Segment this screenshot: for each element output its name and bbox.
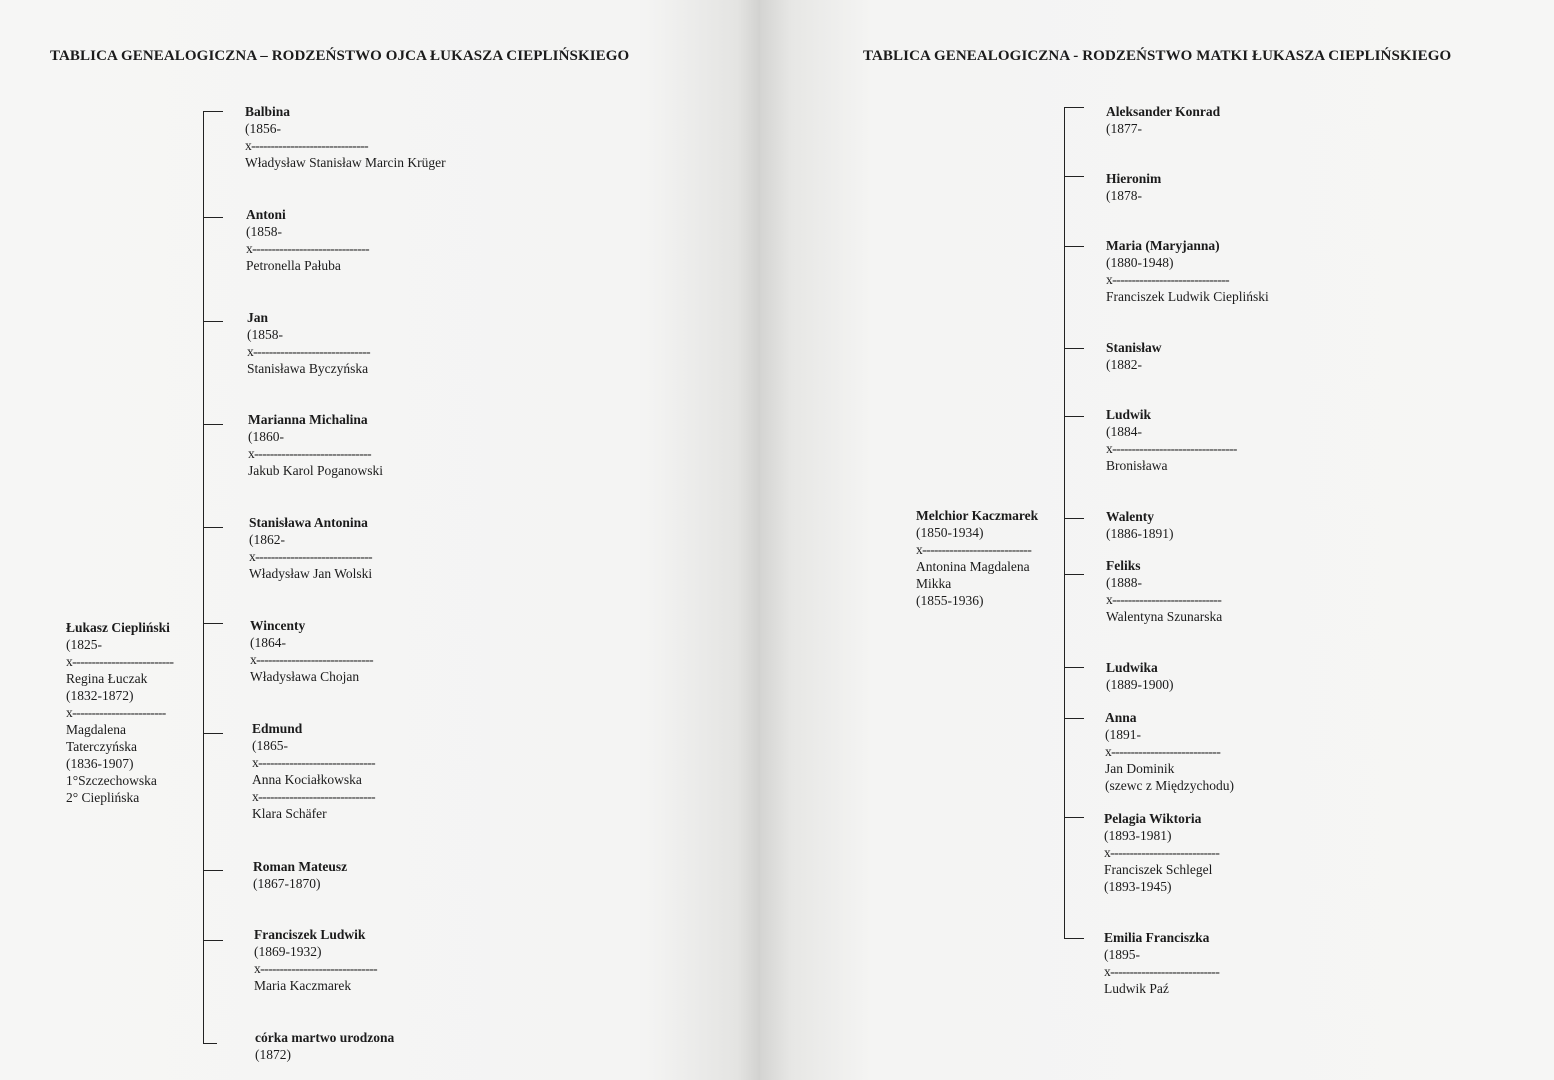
marriage-separator: x------------------------------ [252, 755, 376, 770]
child-dates: (1886-1891) [1106, 526, 1174, 541]
child-dates: (1865- [252, 738, 288, 753]
right-branch [1064, 938, 1084, 939]
child-entry [1106, 237, 1269, 305]
spouse-name: Jan Dominik [1105, 761, 1175, 776]
child-dates: (1893-1981) [1104, 828, 1172, 843]
left-branch [203, 217, 223, 218]
left-branch [203, 623, 223, 624]
child-dates: (1858- [246, 224, 282, 239]
marriage-separator: x------------------------------ [248, 446, 372, 461]
child-entry [250, 617, 373, 685]
spouse-dates: (1855-1936) [916, 593, 984, 608]
child-name: Stanisław [1106, 340, 1162, 355]
spouse-name: Władysława Chojan [250, 669, 360, 684]
left-branch [203, 527, 223, 528]
child-entry [1106, 557, 1222, 625]
right-root-person [916, 507, 1038, 609]
spouse-note: 2° Cieplińska [66, 790, 140, 805]
root-name: Łukasz Ciepliński [66, 620, 170, 635]
child-dates: (1884- [1106, 424, 1142, 439]
marriage-separator: x------------------------------ [1106, 272, 1230, 287]
marriage-separator: x---------------------------- [916, 542, 1032, 557]
child-entry [255, 1029, 394, 1063]
child-entry [1106, 170, 1161, 204]
spouse-name: Stanisława Byczyńska [247, 361, 369, 376]
child-entry [253, 858, 347, 892]
child-name: Stanisława Antonina [249, 515, 368, 530]
spouse-name: Mikka [916, 576, 952, 591]
spouse-name: Anna Kociałkowska [252, 772, 362, 787]
spouse-name: Taterczyńska [66, 739, 138, 754]
child-dates: (1864- [250, 635, 286, 650]
left-page [0, 0, 760, 1080]
marriage-separator: x------------------------------ [252, 789, 376, 804]
marriage-separator: x---------------------------- [1105, 744, 1221, 759]
spouse-dates: (1836-1907) [66, 756, 134, 771]
child-dates: (1877- [1106, 121, 1142, 136]
left-branch [203, 424, 223, 425]
child-name: Antoni [246, 207, 286, 222]
marriage-separator: x-------------------------- [66, 654, 174, 669]
right-page-title: TABLICA GENEALOGICZNA - RODZEŃSTWO MATKI ŁUKASZA CIEPLIŃSKIEGO [863, 48, 1452, 64]
child-dates: (1856- [245, 121, 281, 136]
spouse-name: Franciszek Schlegel [1104, 862, 1213, 877]
right-branch [1064, 817, 1084, 818]
child-dates: (1872) [255, 1047, 291, 1062]
child-dates: (1888- [1106, 575, 1142, 590]
child-name: Maria (Maryjanna) [1106, 238, 1220, 253]
spouse-name: Franciszek Ludwik Ciepliński [1106, 289, 1269, 304]
spouse-dates: (1832-1872) [66, 688, 134, 703]
left-branch [203, 321, 223, 322]
child-name: córka martwo urodzona [255, 1030, 395, 1045]
child-name: Marianna Michalina [248, 412, 368, 427]
spouse-name: Jakub Karol Poganowski [248, 463, 383, 478]
child-entry [1106, 406, 1237, 474]
right-branch [1064, 574, 1084, 575]
right-branch [1064, 348, 1084, 349]
spouse-note: 1°Szczechowska [66, 773, 157, 788]
marriage-separator: x------------------------------ [246, 241, 370, 256]
child-name: Wincenty [250, 618, 306, 633]
child-entry [1106, 339, 1162, 373]
marriage-separator: x------------------------ [66, 705, 166, 720]
child-entry [1104, 810, 1219, 895]
child-entry [246, 206, 369, 274]
left-page-title: TABLICA GENEALOGICZNA – RODZEŃSTWO OJCA ŁUKASZA CIEPLIŃSKIEGO [50, 48, 630, 64]
right-branch [1064, 518, 1084, 519]
child-dates: (1878- [1106, 188, 1142, 203]
spouse-name: Magdalena [66, 722, 126, 737]
spouse-name: Walentyna Szunarska [1106, 609, 1223, 624]
marriage-separator: x------------------------------ [245, 138, 369, 153]
marriage-separator: x---------------------------- [1104, 964, 1220, 979]
child-name: Franciszek Ludwik [254, 927, 366, 942]
child-dates: (1891- [1105, 727, 1141, 742]
right-branch [1064, 246, 1084, 247]
child-dates: (1895- [1104, 947, 1140, 962]
child-name: Hieronim [1106, 171, 1162, 186]
spouse-name: Władysław Stanisław Marcin Krüger [245, 155, 446, 170]
right-branch [1064, 107, 1084, 108]
spouse-name: Władysław Jan Wolski [249, 566, 373, 581]
spouse-dates: (1893-1945) [1104, 879, 1172, 894]
child-name: Feliks [1106, 558, 1141, 573]
left-tree-trunk [203, 111, 204, 1043]
root-name: Melchior Kaczmarek [916, 508, 1039, 523]
spouse-name: Klara Schäfer [252, 806, 327, 821]
left-branch [203, 870, 223, 871]
child-entry [1106, 508, 1174, 542]
spouse-note: (szewc z Międzychodu) [1105, 778, 1234, 793]
child-name: Jan [247, 310, 269, 325]
root-dates: (1825- [66, 637, 102, 652]
child-dates: (1858- [247, 327, 283, 342]
right-page [760, 0, 1554, 1080]
left-branch [203, 733, 223, 734]
right-branch [1064, 667, 1084, 668]
child-entry [1106, 659, 1174, 693]
marriage-separator: x------------------------------ [249, 549, 373, 564]
spouse-name: Ludwik Paź [1104, 981, 1169, 996]
child-name: Emilia Franciszka [1104, 930, 1210, 945]
child-name: Edmund [252, 721, 303, 736]
child-name: Aleksander Konrad [1106, 104, 1221, 119]
child-dates: (1867-1870) [253, 876, 321, 891]
spouse-name: Maria Kaczmarek [254, 978, 352, 993]
right-tree-trunk [1064, 107, 1065, 939]
root-dates: (1850-1934) [916, 525, 984, 540]
child-entry [252, 720, 375, 822]
child-name: Anna [1105, 710, 1137, 725]
marriage-separator: x------------------------------ [254, 961, 378, 976]
child-name: Ludwik [1106, 407, 1152, 422]
child-name: Ludwika [1106, 660, 1158, 675]
child-entry [1104, 929, 1219, 997]
child-name: Balbina [245, 104, 291, 119]
child-entry [1105, 709, 1234, 794]
right-branch [1064, 416, 1084, 417]
child-entry [249, 514, 372, 582]
left-branch [203, 111, 223, 112]
child-entry [248, 411, 383, 479]
child-dates: (1869-1932) [254, 944, 322, 959]
marriage-separator: x------------------------------ [250, 652, 374, 667]
marriage-separator: x------------------------------ [247, 344, 371, 359]
marriage-separator: x---------------------------- [1104, 845, 1220, 860]
child-dates: (1860- [248, 429, 284, 444]
right-branch [1064, 176, 1084, 177]
child-entry [245, 103, 446, 171]
spouse-name: Bronisława [1106, 458, 1168, 473]
left-root-person [66, 619, 173, 806]
child-name: Roman Mateusz [253, 859, 348, 874]
left-branch [203, 1043, 217, 1044]
child-dates: (1889-1900) [1106, 677, 1174, 692]
marriage-separator: x-------------------------------- [1106, 441, 1237, 456]
right-branch [1064, 718, 1084, 719]
child-dates: (1882- [1106, 357, 1142, 372]
child-name: Pelagia Wiktoria [1104, 811, 1202, 826]
child-entry [1106, 103, 1220, 137]
child-dates: (1862- [249, 532, 285, 547]
child-entry [254, 926, 377, 994]
left-branch [203, 940, 223, 941]
spouse-name: Regina Łuczak [66, 671, 148, 686]
marriage-separator: x---------------------------- [1106, 592, 1222, 607]
child-entry [247, 309, 370, 377]
spouse-name: Petronella Pałuba [246, 258, 341, 273]
child-name: Walenty [1106, 509, 1155, 524]
spouse-name: Antonina Magdalena [916, 559, 1030, 574]
child-dates: (1880-1948) [1106, 255, 1174, 270]
